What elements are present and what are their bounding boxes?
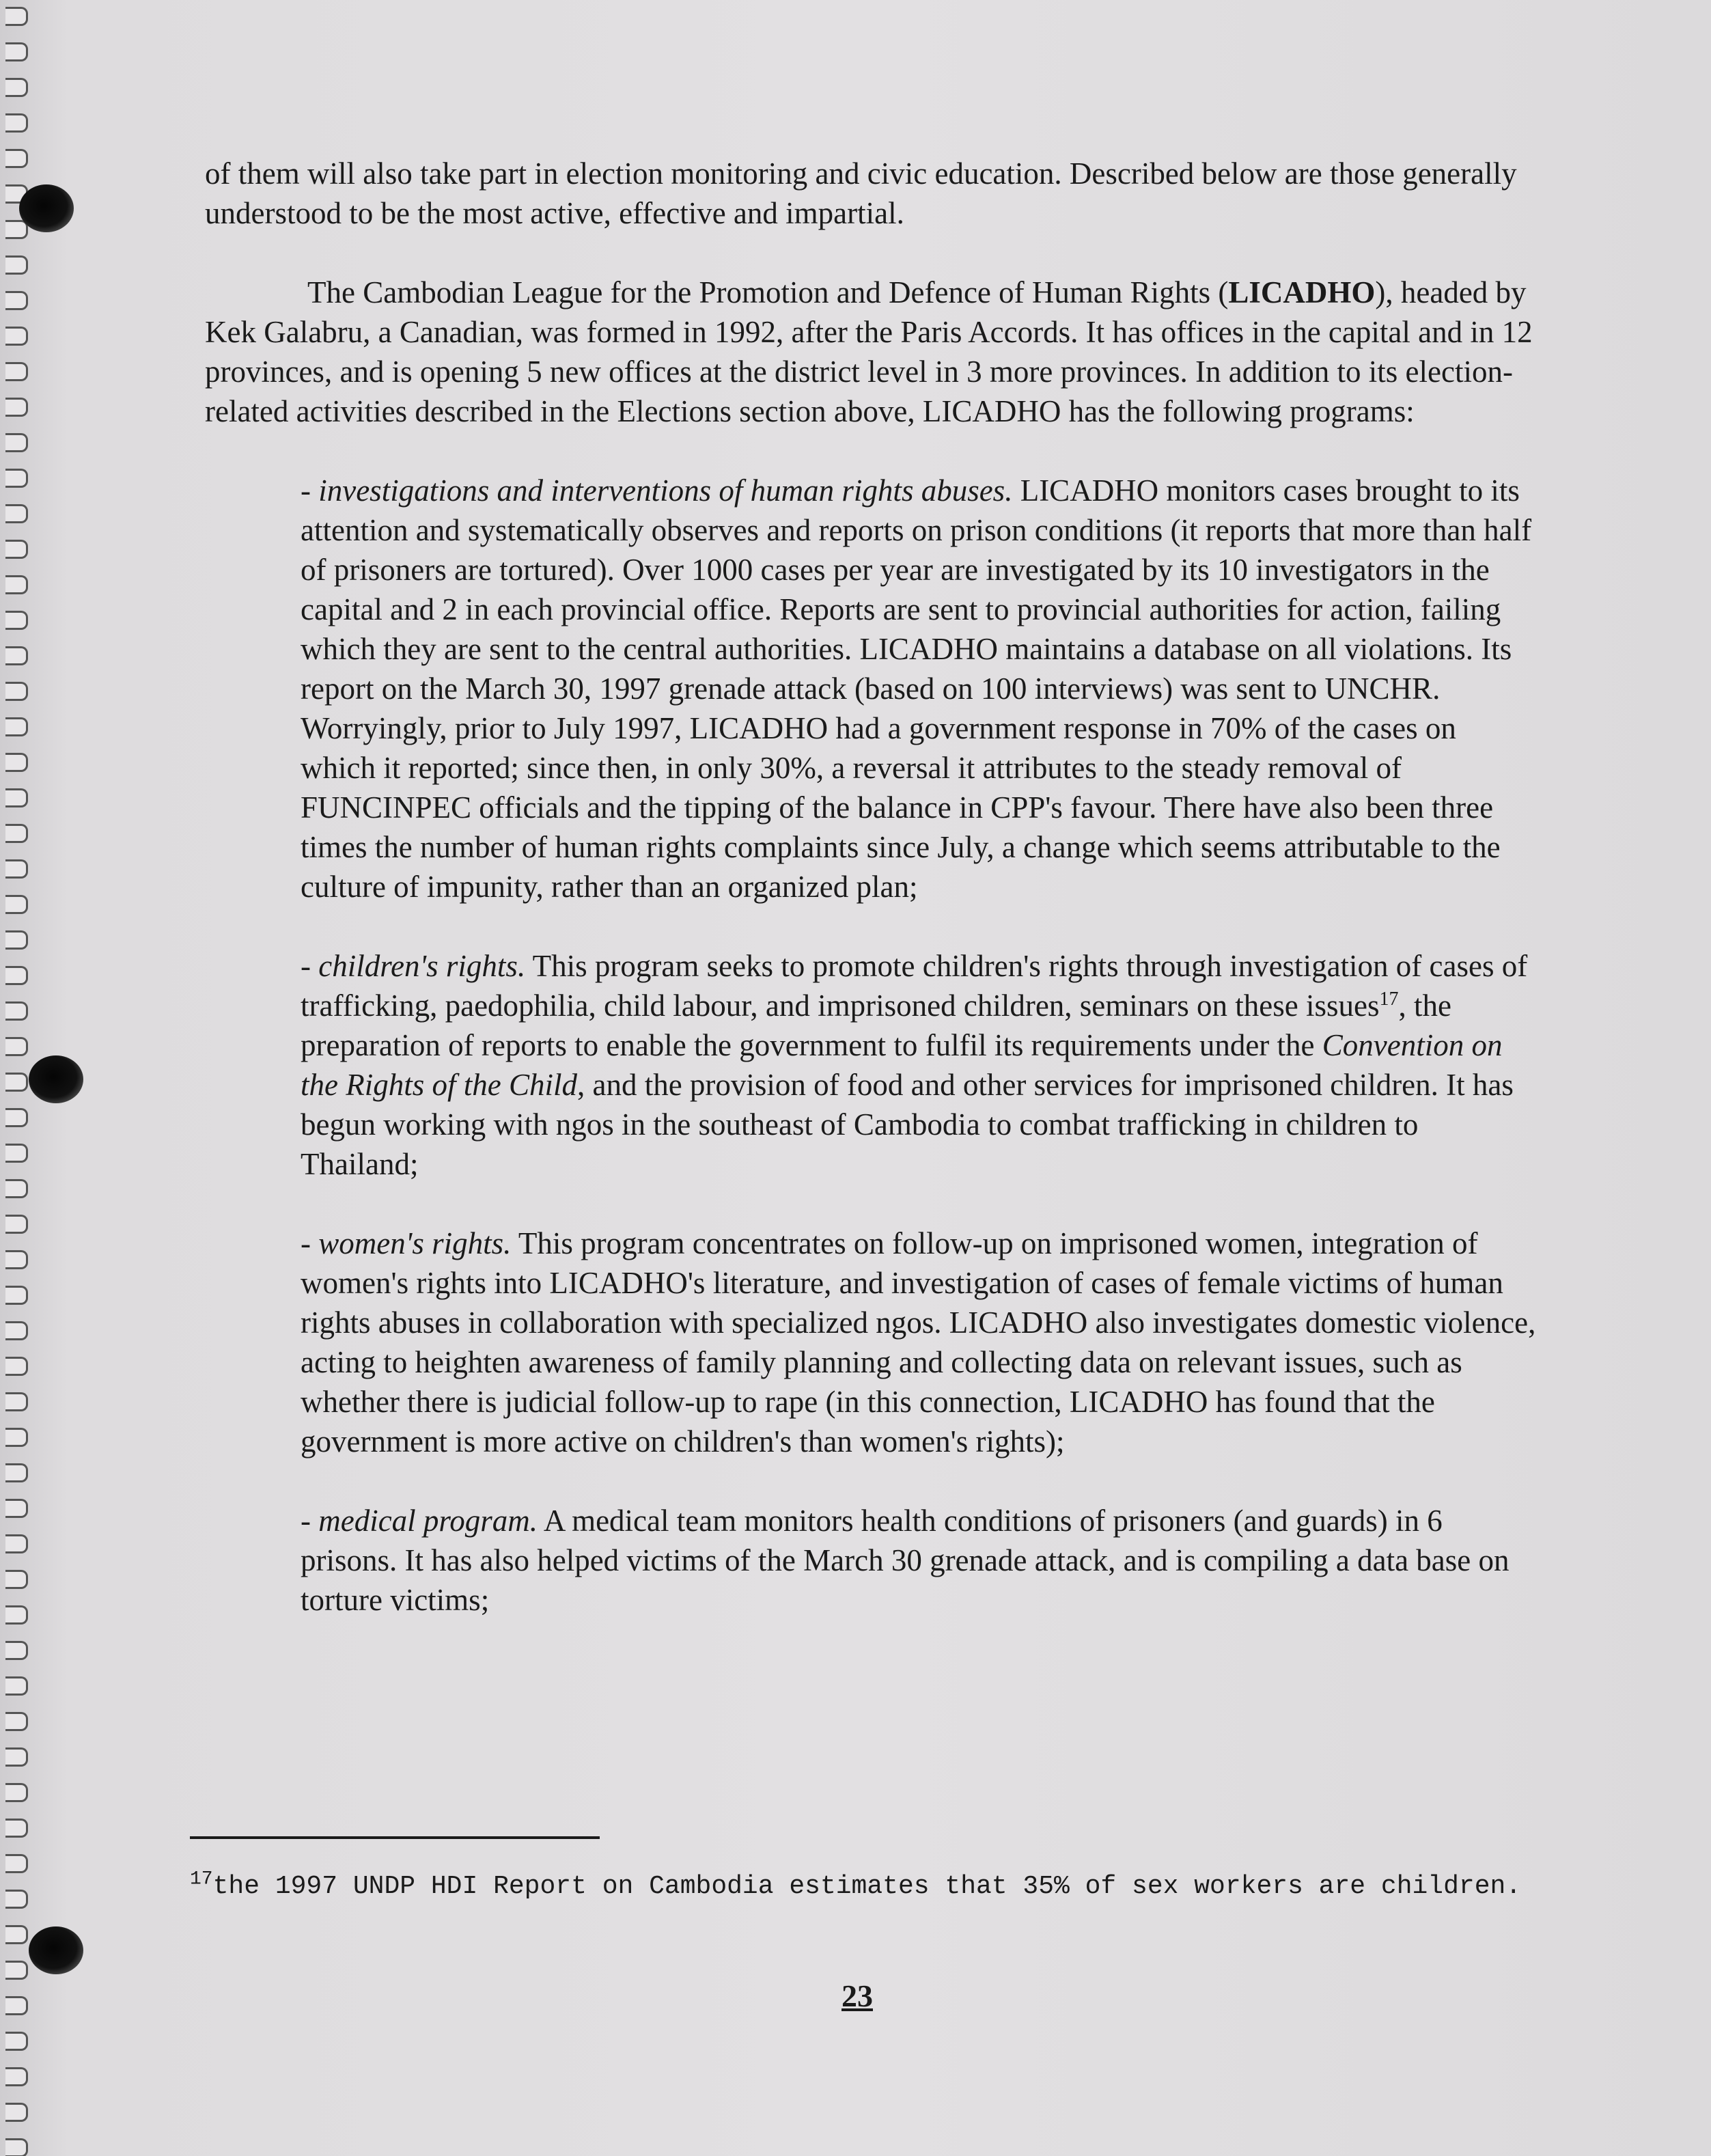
program-body-end: , and the provision of food and other services for imprisoned children. It has begun working with ngos in the southeast of Cambodia to combat trafficking in children to Thailand; xyxy=(301,1068,1514,1181)
binding-ring xyxy=(5,1783,28,1802)
binding-ring xyxy=(5,540,28,559)
binding-ring xyxy=(5,2103,28,2122)
binding-ring xyxy=(5,433,28,452)
binding-ring xyxy=(5,327,28,346)
program-body-cont: , the preparation of reports to enable the government to fulfil its requirements under the xyxy=(301,989,1451,1062)
licadho-rest: ), headed by Kek Galabru, a Canadian, was formed in 1992, after the Paris Accords. It has offices in the capital and in 12 provinces, and is opening 5 new offices at the district level in 3 more provinces. In addition to its election-related activities described in the Elections section above, LICADHO has the following programs: xyxy=(205,275,1533,428)
binding-ring xyxy=(5,717,28,736)
licadho-lead: The Cambodian League for the Promotion and Defence of Human Rights ( xyxy=(307,275,1229,309)
program-body: This program seeks to promote children's rights through investigation of cases of trafficking, paedophilia, child labour, and imprisoned children, seminars on these issues xyxy=(301,949,1528,1023)
program-investigations xyxy=(301,471,1537,907)
binding-ring xyxy=(5,2032,28,2051)
spiral-binding xyxy=(0,0,33,2156)
binding-ring xyxy=(5,1250,28,1269)
binding-ring xyxy=(5,1712,28,1731)
binding-ring xyxy=(5,1747,28,1767)
binding-ring xyxy=(5,1286,28,1305)
binding-ring xyxy=(5,788,28,807)
binding-ring xyxy=(5,113,28,133)
binding-ring xyxy=(5,1001,28,1021)
binding-ring xyxy=(5,1605,28,1625)
binding-ring xyxy=(5,611,28,630)
footnote-reference: 17 xyxy=(1379,989,1399,1010)
page-number: 23 xyxy=(841,1978,873,2013)
footnote xyxy=(190,1868,1542,1902)
binding-ring xyxy=(5,1641,28,1660)
binding-ring xyxy=(5,1037,28,1056)
binding-ring xyxy=(5,646,28,665)
binding-ring xyxy=(5,895,28,914)
binding-ring xyxy=(5,2138,28,2156)
footnote-number: 17 xyxy=(190,1868,213,1890)
punch-hole-middle xyxy=(29,1055,83,1103)
program-title: - investigations and interventions of human rights abuses. xyxy=(301,473,1013,508)
binding-ring xyxy=(5,1499,28,1518)
binding-ring xyxy=(5,149,28,168)
intro-text: of them will also take part in election monitoring and civic education. Described below are those generally understood to be the most active, effective and impartial. xyxy=(205,156,1517,230)
program-title: - women's rights. xyxy=(301,1226,512,1260)
binding-ring xyxy=(5,1073,28,1092)
binding-ring xyxy=(5,504,28,523)
binding-ring xyxy=(5,1215,28,1234)
licadho-acronym: LICADHO xyxy=(1228,275,1376,309)
binding-ring xyxy=(5,1819,28,1838)
licadho-paragraph xyxy=(205,273,1537,431)
binding-ring xyxy=(5,2067,28,2086)
program-children xyxy=(301,946,1537,1184)
binding-ring xyxy=(5,469,28,488)
binding-ring xyxy=(5,1890,28,1909)
intro-paragraph xyxy=(205,154,1537,233)
binding-ring xyxy=(5,859,28,879)
binding-ring xyxy=(5,930,28,950)
binding-ring xyxy=(5,966,28,985)
binding-ring xyxy=(5,1321,28,1340)
binding-ring xyxy=(5,1570,28,1589)
program-body: This program concentrates on follow-up on imprisoned women, integration of women's rights into LICADHO's literature, and investigation of cases of female victims of human rights abuses in collaboration with specialized ngos. LICADHO also investigates domestic violence, acting to heighten awareness of family planning and collecting data on relevant issues, such as whether there is judicial follow-up to rape (in this connection, LICADHO has found that the government is more active on children's than women's rights); xyxy=(301,1226,1536,1459)
binding-ring xyxy=(5,1179,28,1198)
program-title: - medical program. xyxy=(301,1504,538,1538)
binding-ring xyxy=(5,682,28,701)
program-women xyxy=(301,1224,1537,1461)
binding-ring xyxy=(5,1357,28,1376)
program-medical xyxy=(301,1501,1537,1620)
binding-ring xyxy=(5,753,28,772)
binding-ring xyxy=(5,1144,28,1163)
binding-ring xyxy=(5,78,28,97)
binding-ring xyxy=(5,1392,28,1411)
punch-hole-bottom xyxy=(29,1926,83,1974)
binding-ring xyxy=(5,1534,28,1553)
binding-ring xyxy=(5,1925,28,1944)
binding-ring xyxy=(5,1961,28,1980)
binding-ring xyxy=(5,398,28,417)
binding-ring xyxy=(5,362,28,381)
binding-ring xyxy=(5,1676,28,1696)
program-body: LICADHO monitors cases brought to its attention and systematically observes and reports on prison conditions (it reports that more than half of prisoners are tortured). Over 1000 cases per year are investigated by its 10 investigators in the capital and 2 in each provincial office. Reports are sent to provincial authorities for action, failing which they are sent to the central authorities. LICADHO maintains a database on all violations. Its report on the March 30, 1997 grenade attack (based on 100 interviews) was sent to UNCHR. Worryingly, prior to July 1997, LICADHO had a government response in 70% of the cases on which it reported; since then, in only 30%, a reversal it attributes to the steady removal of FUNCINPEC officials and the tipping of the balance in CPP's favour. There have also been three times the number of human rights complaints since July, a change which seems attributable to the culture of impunity, rather than an organized plan; xyxy=(301,473,1532,904)
binding-ring xyxy=(5,575,28,594)
program-title: - children's rights. xyxy=(301,949,526,983)
footnote-divider xyxy=(190,1836,600,1839)
body-text xyxy=(205,154,1537,1659)
binding-ring xyxy=(5,1854,28,1873)
binding-ring xyxy=(5,1996,28,2015)
punch-hole-top xyxy=(19,184,74,232)
binding-ring xyxy=(5,255,28,275)
binding-ring xyxy=(5,7,28,26)
convention-title: Convention on the Rights of the Child xyxy=(301,1028,1503,1102)
binding-ring xyxy=(5,42,28,61)
binding-ring xyxy=(5,1463,28,1482)
binding-ring xyxy=(5,1108,28,1127)
binding-ring xyxy=(5,1428,28,1447)
binding-ring xyxy=(5,824,28,843)
binding-ring xyxy=(5,291,28,310)
footnote-text: the 1997 UNDP HDI Report on Cambodia estimates that 35% of sex workers are children. xyxy=(212,1872,1522,1901)
program-body: A medical team monitors health conditions of prisoners (and guards) in 6 prisons. It has also helped victims of the March 30 grenade attack, and is compiling a data base on torture victims; xyxy=(301,1504,1510,1617)
